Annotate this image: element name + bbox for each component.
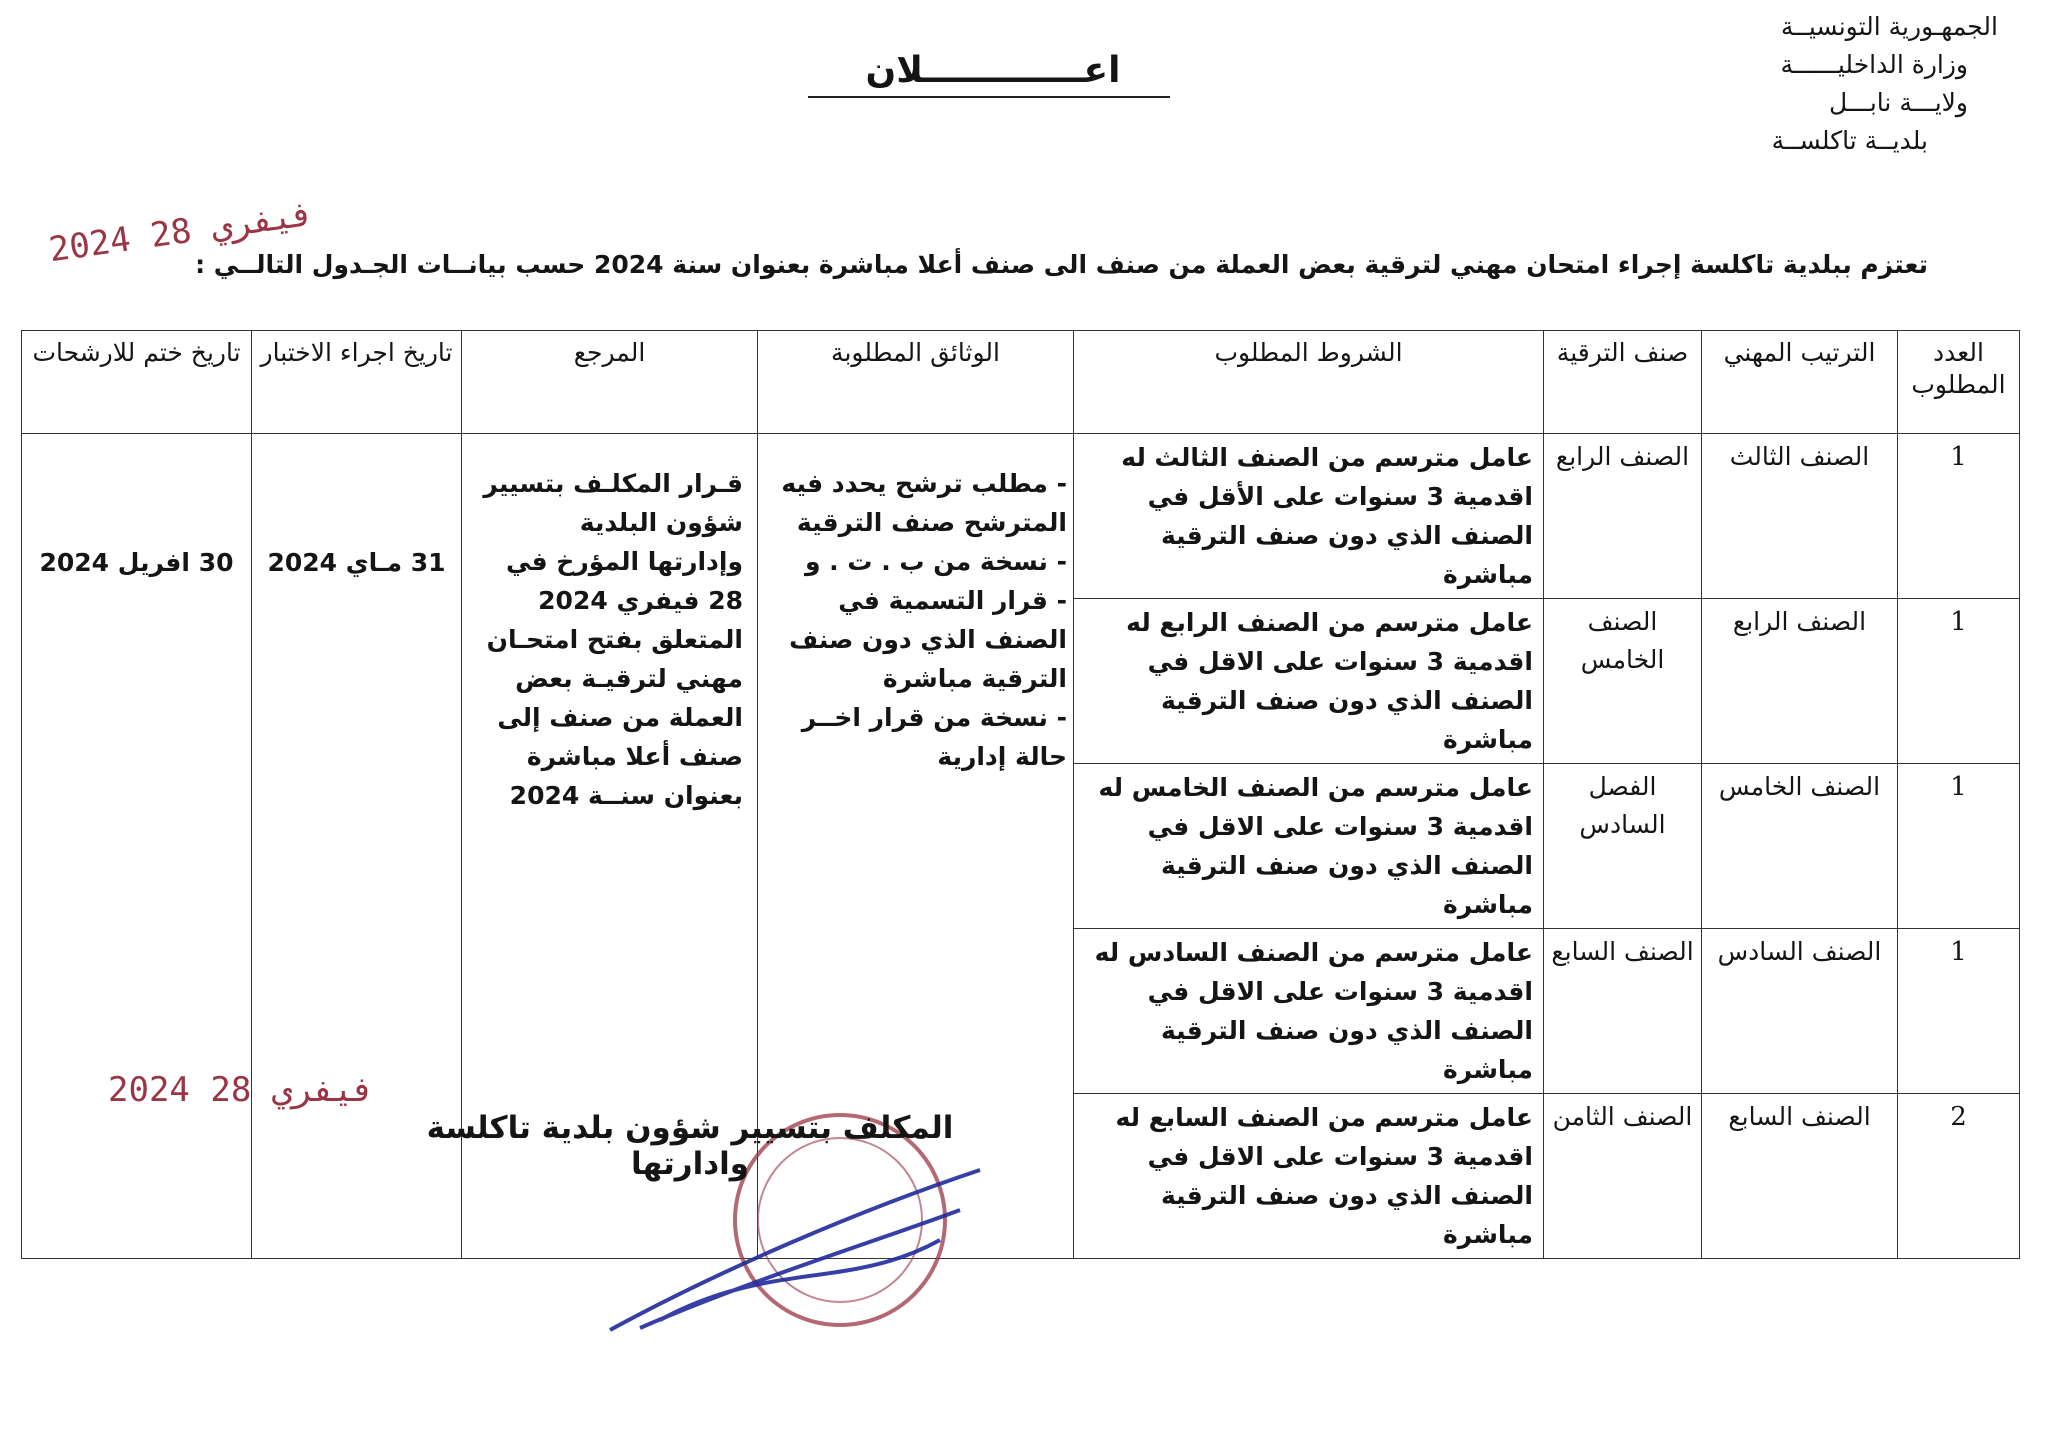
date-stamp-top: 2024 فيفري 28 [46, 193, 316, 271]
date-stamp-bottom: 2024 فيفري 28 [108, 1070, 375, 1110]
municipality-name: بلديــة تاكلســة [1771, 126, 1928, 155]
table-row [22, 434, 2020, 599]
row-grade: الصنف الثالث [1702, 434, 1898, 599]
exam-date-cell: 31 مـاي 2024 [252, 434, 462, 1259]
row-promo: الفصل السادس [1544, 764, 1702, 929]
row-conditions: عامل مترسم من الصنف السادس له اقدمية 3 سنوات على الاقل في الصنف الذي دون صنف الترقية مباشرة [1074, 929, 1544, 1094]
governorate-name: ولايـــة نابـــل [1828, 88, 1968, 117]
promotion-table [22, 330, 2020, 1259]
row-grade: الصنف السابع [1702, 1094, 1898, 1259]
table-header-row [22, 331, 2020, 434]
row-conditions: عامل مترسم من الصنف السابع له اقدمية 3 سنوات على الاقل في الصنف الذي دون صنف الترقية مباشرة [1074, 1094, 1544, 1259]
header-exam-date: تاريخ اجراء الاختبار [252, 331, 462, 434]
document-item: - نسخة من ب . ت . و [804, 547, 1067, 576]
row-count: 1 [1898, 929, 2020, 1094]
signatory-title: المكلف بتسيير شؤون بلدية تاكلسة وادارتها [426, 1110, 954, 1182]
row-grade: الصنف الرابع [1702, 599, 1898, 764]
header-reference: المرجع [462, 331, 758, 434]
row-promo: الصنف الخامس [1544, 599, 1702, 764]
page-title: اعـــــــــــــلان [865, 50, 1121, 91]
republic-name: الجمهـورية التونسيــة [1780, 12, 1998, 41]
row-count: 1 [1898, 434, 2020, 599]
header-conditions: الشروط المطلوب [1074, 331, 1544, 434]
header-promo: صنف الترقية [1544, 331, 1702, 434]
ministry-name: وزارة الداخليــــــة [1780, 50, 1968, 79]
header-count: العدد المطلوب [1898, 331, 2020, 434]
header-documents: الوثائق المطلوبة [758, 331, 1074, 434]
document-item: - نسخة من قرار اخــر حالة إدارية [801, 703, 1067, 771]
letterhead [1678, 8, 1998, 160]
document-item: - قرار التسمية في الصنف الذي دون صنف الترقية مباشرة [789, 586, 1067, 693]
row-conditions: عامل مترسم من الصنف الثالث له اقدمية 3 سنوات على الأقل في الصنف الذي دون صنف الترقية مباشرة [1074, 434, 1544, 599]
deadline-cell: 30 افريل 2024 [22, 434, 252, 1259]
header-grade: الترتيب المهني [1702, 331, 1898, 434]
document-item: - مطلب ترشح يحدد فيه المترشح صنف الترقية [781, 469, 1067, 537]
header-deadline: تاريخ ختم للارشحات [22, 331, 252, 434]
row-conditions: عامل مترسم من الصنف الرابع له اقدمية 3 سنوات على الاقل في الصنف الذي دون صنف الترقية مباشرة [1074, 599, 1544, 764]
row-promo: الصنف الرابع [1544, 434, 1702, 599]
reference-cell: قـرار المكلـف بتسيير شؤون البلدية وإدارتها المؤرخ في 28 فيفري 2024 المتعلق بفتح امتحـان مهني لترقيـة بعض العملة من صنف إلى صنف أعلا مباشرة بعنوان سنــة 2024 [462, 434, 758, 1259]
intro-paragraph: تعتزم ببلدية تاكلسة إجراء امتحان مهني لترقية بعض العملة من صنف الى صنف أعلا مباشرة بعنوان سنة 2024 حسب بيانــات الجـدول التالــي : [195, 250, 1928, 279]
row-count: 2 [1898, 1094, 2020, 1259]
row-grade: الصنف الخامس [1702, 764, 1898, 929]
row-promo: الصنف الثامن [1544, 1094, 1702, 1259]
title-underline [808, 96, 1170, 98]
row-count: 1 [1898, 599, 2020, 764]
row-grade: الصنف السادس [1702, 929, 1898, 1094]
row-count: 1 [1898, 764, 2020, 929]
signature-stroke [610, 1170, 980, 1330]
row-conditions: عامل مترسم من الصنف الخامس له اقدمية 3 سنوات على الاقل في الصنف الذي دون صنف الترقية مباشرة [1074, 764, 1544, 929]
row-promo: الصنف السابع [1544, 929, 1702, 1094]
